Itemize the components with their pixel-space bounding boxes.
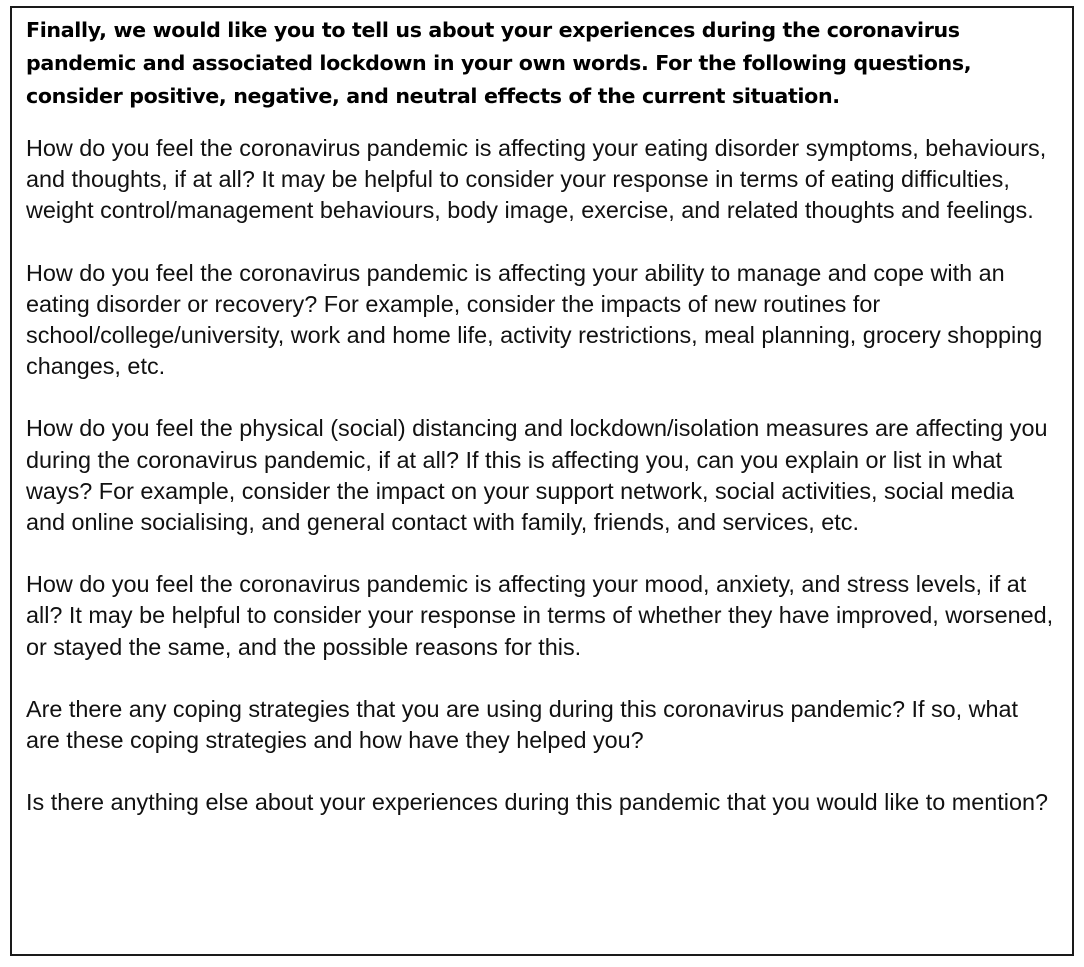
question-anything-else: Is there anything else about your experiences during this pandemic that you would like to mention? [26, 789, 1049, 816]
questionnaire-box [10, 6, 1074, 956]
question-ability-to-cope: How do you feel the coronavirus pandemic is affecting your ability to manage and cope with an eating disorder or recovery? For example, consider the impacts of new routines for school/college/university, work and home life, activity restrictions, meal planning, grocery shopping changes, etc. [26, 259, 1043, 380]
question-mood-anxiety-stress: How do you feel the coronavirus pandemic is affecting your mood, anxiety, and stress levels, if at all? It may be helpful to consider your response in terms of whether they have improved, worsened, or stayed the same, and the possible reasons for this. [26, 571, 1054, 660]
question-coping-strategies: Are there any coping strategies that you are using during this coronavirus pandemic? If so, what are these coping strategies and how have they helped you? [26, 695, 1019, 754]
question-eating-disorder-symptoms: How do you feel the coronavirus pandemic is affecting your eating disorder symptoms, behaviours, and thoughts, if at all? It may be helpful to consider your response in terms of eating difficulties, weight control/management behaviours, body image, exercise, and related thoughts and feelings. [26, 135, 1047, 224]
intro-text: Finally, we would like you to tell us about your experiences during the coronavirus pandemic and associated lockdown in your own words. For the following questions, consider positive, negative, and neutral effects of the current situation. [26, 18, 972, 108]
question-distancing-measures: How do you feel the physical (social) distancing and lockdown/isolation measures are affecting you during the coronavirus pandemic, if at all? If this is affecting you, can you explain or list in what ways? For example, consider the impact on your support network, social activities, social media and online socialising, and general contact with family, friends, and services, etc. [26, 415, 1048, 536]
